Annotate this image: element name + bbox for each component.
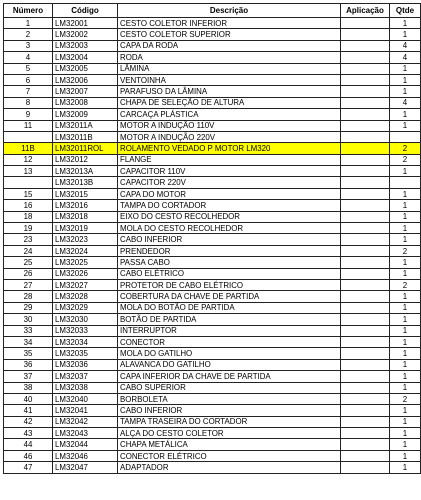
cell-numero: 4	[4, 52, 53, 63]
cell-numero: 11	[4, 120, 53, 131]
cell-codigo: LM32015	[53, 188, 118, 199]
cell-qtde: 1	[390, 188, 421, 199]
cell-codigo: LM32013B	[53, 177, 118, 188]
cell-descricao: LÂMINA	[118, 63, 341, 74]
cell-codigo: LM32034	[53, 336, 118, 347]
cell-numero: 33	[4, 325, 53, 336]
table-row	[4, 336, 421, 347]
table-row	[4, 462, 421, 473]
cell-codigo: LM32007	[53, 86, 118, 97]
cell-codigo: LM32016	[53, 200, 118, 211]
cell-numero: 44	[4, 439, 53, 450]
cell-aplicacao	[341, 450, 390, 461]
table-row	[4, 234, 421, 245]
cell-qtde: 2	[390, 393, 421, 404]
table-row	[4, 154, 421, 165]
cell-codigo: LM32036	[53, 359, 118, 370]
cell-descricao: CESTO COLETOR SUPERIOR	[118, 29, 341, 40]
cell-qtde: 1	[390, 18, 421, 29]
cell-codigo: LM32030	[53, 314, 118, 325]
cell-codigo: LM32026	[53, 268, 118, 279]
table-row	[4, 29, 421, 40]
cell-aplicacao	[341, 223, 390, 234]
cell-descricao: COBERTURA DA CHAVE DE PARTIDA	[118, 291, 341, 302]
cell-numero: 1	[4, 18, 53, 29]
cell-qtde: 1	[390, 462, 421, 473]
cell-descricao: BOTÃO DE PARTIDA	[118, 314, 341, 325]
cell-codigo: LM32002	[53, 29, 118, 40]
cell-codigo: LM32047	[53, 462, 118, 473]
table-row	[4, 245, 421, 256]
table-row	[4, 325, 421, 336]
cell-numero: 18	[4, 211, 53, 222]
cell-aplicacao	[341, 439, 390, 450]
cell-descricao: CABO INFERIOR	[118, 234, 341, 245]
cell-aplicacao	[341, 188, 390, 199]
cell-numero: 41	[4, 405, 53, 416]
table-row	[4, 268, 421, 279]
cell-qtde: 1	[390, 314, 421, 325]
cell-qtde: 1	[390, 120, 421, 131]
cell-aplicacao	[341, 336, 390, 347]
table-row	[4, 211, 421, 222]
cell-aplicacao	[341, 393, 390, 404]
table-row	[4, 97, 421, 108]
cell-aplicacao	[341, 211, 390, 222]
table-row	[4, 416, 421, 427]
cell-numero: 16	[4, 200, 53, 211]
cell-descricao: TAMPA TRASEIRA DO CORTADOR	[118, 416, 341, 427]
table-row	[4, 393, 421, 404]
cell-numero: 47	[4, 462, 53, 473]
cell-descricao: CAPA DA RODA	[118, 40, 341, 51]
cell-codigo: LM32044	[53, 439, 118, 450]
cell-descricao: CONECTOR	[118, 336, 341, 347]
table-row	[4, 291, 421, 302]
cell-aplicacao	[341, 428, 390, 439]
cell-codigo: LM32024	[53, 245, 118, 256]
cell-codigo: LM32018	[53, 211, 118, 222]
cell-qtde: 1	[390, 428, 421, 439]
cell-codigo: LM32033	[53, 325, 118, 336]
cell-numero: 13	[4, 166, 53, 177]
cell-qtde: 1	[390, 439, 421, 450]
header-row	[4, 4, 421, 18]
cell-numero: 12	[4, 154, 53, 165]
cell-codigo: LM32008	[53, 97, 118, 108]
cell-aplicacao	[341, 120, 390, 131]
cell-codigo: LM32011A	[53, 120, 118, 131]
cell-descricao: MOTOR A INDUÇÃO 110V	[118, 120, 341, 131]
cell-descricao: CAPA INFERIOR DA CHAVE DE PARTIDA	[118, 371, 341, 382]
cell-numero: 6	[4, 74, 53, 85]
cell-numero: 28	[4, 291, 53, 302]
cell-numero: 7	[4, 86, 53, 97]
table-row	[4, 314, 421, 325]
cell-numero: 23	[4, 234, 53, 245]
cell-aplicacao	[341, 359, 390, 370]
table-row	[4, 302, 421, 313]
cell-aplicacao	[341, 86, 390, 97]
cell-aplicacao	[341, 462, 390, 473]
table-row	[4, 439, 421, 450]
cell-aplicacao	[341, 371, 390, 382]
cell-descricao: ADAPTADOR	[118, 462, 341, 473]
cell-qtde	[390, 131, 421, 142]
table-row	[4, 405, 421, 416]
cell-aplicacao	[341, 257, 390, 268]
cell-descricao: RODA	[118, 52, 341, 63]
cell-qtde: 1	[390, 405, 421, 416]
cell-qtde: 1	[390, 336, 421, 347]
cell-aplicacao	[341, 245, 390, 256]
cell-descricao: BORBOLETA	[118, 393, 341, 404]
cell-aplicacao	[341, 74, 390, 85]
cell-codigo: LM32019	[53, 223, 118, 234]
cell-aplicacao	[341, 154, 390, 165]
cell-qtde	[390, 177, 421, 188]
table-row	[4, 63, 421, 74]
cell-descricao: MOLA DO GATILHO	[118, 348, 341, 359]
cell-codigo: LM32025	[53, 257, 118, 268]
cell-qtde: 1	[390, 371, 421, 382]
cell-aplicacao	[341, 348, 390, 359]
cell-codigo: LM32023	[53, 234, 118, 245]
cell-codigo: LM32011B	[53, 131, 118, 142]
cell-qtde: 1	[390, 257, 421, 268]
cell-numero: 46	[4, 450, 53, 461]
table-row	[4, 382, 421, 393]
table-row	[4, 188, 421, 199]
cell-aplicacao	[341, 291, 390, 302]
cell-descricao: CAPA DO MOTOR	[118, 188, 341, 199]
cell-descricao: CAPACITOR 110V	[118, 166, 341, 177]
table-body	[4, 18, 421, 474]
table-row	[4, 428, 421, 439]
cell-descricao: CESTO COLETOR INFERIOR	[118, 18, 341, 29]
cell-qtde: 1	[390, 74, 421, 85]
cell-aplicacao	[341, 325, 390, 336]
table-row	[4, 18, 421, 29]
cell-descricao: CHAPA METÁLICA	[118, 439, 341, 450]
cell-aplicacao	[341, 52, 390, 63]
table-row-highlighted	[4, 143, 421, 154]
cell-aplicacao	[341, 131, 390, 142]
cell-aplicacao	[341, 279, 390, 290]
cell-numero: 42	[4, 416, 53, 427]
cell-aplicacao	[341, 143, 390, 154]
cell-codigo: LM32009	[53, 109, 118, 120]
table-row	[4, 86, 421, 97]
cell-codigo: LM32005	[53, 63, 118, 74]
cell-codigo: LM32043	[53, 428, 118, 439]
cell-numero	[4, 131, 53, 142]
table-row	[4, 359, 421, 370]
cell-qtde: 1	[390, 268, 421, 279]
table-row	[4, 109, 421, 120]
cell-numero: 2	[4, 29, 53, 40]
cell-descricao: ROLAMENTO VEDADO P MOTOR LM320	[118, 143, 341, 154]
table-header	[4, 4, 421, 18]
cell-descricao: CABO INFERIOR	[118, 405, 341, 416]
cell-descricao: VENTOINHA	[118, 74, 341, 85]
cell-numero: 19	[4, 223, 53, 234]
cell-qtde: 1	[390, 223, 421, 234]
cell-qtde: 2	[390, 154, 421, 165]
table-row	[4, 257, 421, 268]
cell-qtde: 1	[390, 348, 421, 359]
cell-qtde: 1	[390, 211, 421, 222]
cell-codigo: LM32027	[53, 279, 118, 290]
table-row	[4, 177, 421, 188]
cell-qtde: 1	[390, 29, 421, 40]
cell-numero: 30	[4, 314, 53, 325]
cell-numero: 40	[4, 393, 53, 404]
table-row	[4, 52, 421, 63]
cell-numero: 9	[4, 109, 53, 120]
header-numero: Número	[4, 4, 53, 18]
cell-numero: 3	[4, 40, 53, 51]
table-row	[4, 120, 421, 131]
table-row	[4, 131, 421, 142]
header-codigo: Código	[53, 4, 118, 18]
cell-qtde: 1	[390, 200, 421, 211]
cell-qtde: 2	[390, 143, 421, 154]
cell-aplicacao	[341, 416, 390, 427]
cell-qtde: 1	[390, 302, 421, 313]
cell-aplicacao	[341, 268, 390, 279]
cell-descricao: FLANGE	[118, 154, 341, 165]
cell-codigo: LM32046	[53, 450, 118, 461]
cell-numero: 8	[4, 97, 53, 108]
header-aplicacao: Aplicação	[341, 4, 390, 18]
cell-qtde: 1	[390, 166, 421, 177]
cell-descricao: MOLA DO BOTÃO DE PARTIDA	[118, 302, 341, 313]
cell-codigo: LM32006	[53, 74, 118, 85]
table-row	[4, 40, 421, 51]
cell-aplicacao	[341, 63, 390, 74]
cell-descricao: ALÇA DO CESTO COLETOR	[118, 428, 341, 439]
cell-qtde: 1	[390, 325, 421, 336]
cell-numero: 36	[4, 359, 53, 370]
cell-numero: 38	[4, 382, 53, 393]
cell-descricao: CABO ELÉTRICO	[118, 268, 341, 279]
cell-qtde: 4	[390, 97, 421, 108]
cell-codigo: LM32037	[53, 371, 118, 382]
cell-numero	[4, 177, 53, 188]
cell-descricao: CABO SUPERIOR	[118, 382, 341, 393]
cell-aplicacao	[341, 109, 390, 120]
cell-aplicacao	[341, 166, 390, 177]
cell-aplicacao	[341, 302, 390, 313]
cell-descricao: EIXO DO CESTO RECOLHEDOR	[118, 211, 341, 222]
cell-aplicacao	[341, 29, 390, 40]
cell-aplicacao	[341, 234, 390, 245]
cell-aplicacao	[341, 40, 390, 51]
cell-descricao: ALAVANCA DO GATILHO	[118, 359, 341, 370]
cell-numero: 34	[4, 336, 53, 347]
cell-qtde: 1	[390, 291, 421, 302]
cell-descricao: CARCAÇA PLÁSTICA	[118, 109, 341, 120]
cell-codigo: LM32011ROL	[53, 143, 118, 154]
cell-descricao: PARAFUSO DA LÂMINA	[118, 86, 341, 97]
cell-numero: 37	[4, 371, 53, 382]
cell-codigo: LM32003	[53, 40, 118, 51]
cell-qtde: 1	[390, 109, 421, 120]
cell-descricao: MOLA DO CESTO RECOLHEDOR	[118, 223, 341, 234]
cell-numero: 11B	[4, 143, 53, 154]
cell-codigo: LM32035	[53, 348, 118, 359]
cell-qtde: 1	[390, 416, 421, 427]
cell-descricao: MOTOR A INDUÇÃO 220V	[118, 131, 341, 142]
table-row	[4, 74, 421, 85]
cell-qtde: 2	[390, 279, 421, 290]
cell-aplicacao	[341, 18, 390, 29]
table-row	[4, 279, 421, 290]
cell-aplicacao	[341, 382, 390, 393]
table-row	[4, 450, 421, 461]
cell-qtde: 1	[390, 63, 421, 74]
cell-codigo: LM32040	[53, 393, 118, 404]
cell-descricao: TAMPA DO CORTADOR	[118, 200, 341, 211]
table-row	[4, 348, 421, 359]
cell-codigo: LM32038	[53, 382, 118, 393]
cell-aplicacao	[341, 177, 390, 188]
cell-numero: 27	[4, 279, 53, 290]
cell-numero: 5	[4, 63, 53, 74]
header-descricao: Descrição	[118, 4, 341, 18]
cell-numero: 26	[4, 268, 53, 279]
cell-codigo: LM32042	[53, 416, 118, 427]
cell-descricao: PROTETOR DE CABO ELÉTRICO	[118, 279, 341, 290]
cell-qtde: 1	[390, 359, 421, 370]
cell-codigo: LM32013A	[53, 166, 118, 177]
table-row	[4, 200, 421, 211]
cell-qtde: 4	[390, 40, 421, 51]
table-row	[4, 166, 421, 177]
cell-numero: 29	[4, 302, 53, 313]
cell-numero: 43	[4, 428, 53, 439]
parts-table	[3, 3, 421, 474]
cell-qtde: 1	[390, 382, 421, 393]
cell-descricao: CAPACITOR 220V	[118, 177, 341, 188]
header-qtde: Qtde	[390, 4, 421, 18]
cell-numero: 15	[4, 188, 53, 199]
cell-descricao: PASSA CABO	[118, 257, 341, 268]
cell-numero: 25	[4, 257, 53, 268]
cell-qtde: 1	[390, 86, 421, 97]
cell-codigo: LM32029	[53, 302, 118, 313]
table-row	[4, 371, 421, 382]
cell-qtde: 1	[390, 450, 421, 461]
cell-codigo: LM32041	[53, 405, 118, 416]
cell-descricao: PRENDEDOR	[118, 245, 341, 256]
cell-qtde: 1	[390, 234, 421, 245]
cell-codigo: LM32004	[53, 52, 118, 63]
cell-aplicacao	[341, 314, 390, 325]
cell-codigo: LM32028	[53, 291, 118, 302]
table-row	[4, 223, 421, 234]
cell-codigo: LM32012	[53, 154, 118, 165]
cell-qtde: 2	[390, 245, 421, 256]
cell-descricao: INTERRUPTOR	[118, 325, 341, 336]
cell-aplicacao	[341, 97, 390, 108]
cell-numero: 24	[4, 245, 53, 256]
cell-qtde: 4	[390, 52, 421, 63]
cell-descricao: CHAPA DE SELEÇÃO DE ALTURA	[118, 97, 341, 108]
cell-numero: 35	[4, 348, 53, 359]
cell-aplicacao	[341, 405, 390, 416]
cell-descricao: CONECTOR ELÉTRICO	[118, 450, 341, 461]
cell-aplicacao	[341, 200, 390, 211]
cell-codigo: LM32001	[53, 18, 118, 29]
